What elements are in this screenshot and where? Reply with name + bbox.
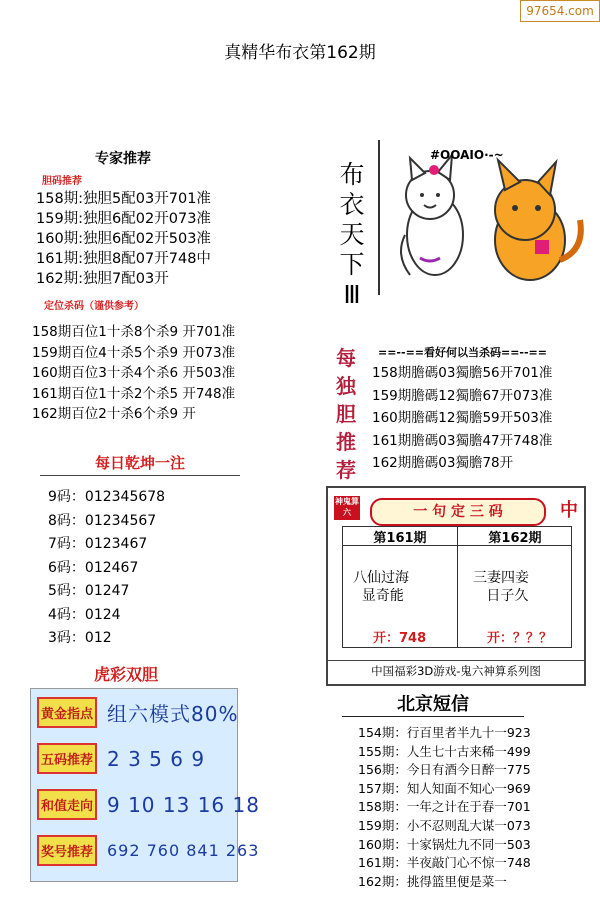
riddle-col2-head: 第162期 [457,527,572,546]
dan-line: 161期:独胆8配07开748中 [36,251,211,267]
daily-dan-char: 推 [336,430,356,454]
beijing-line: 159期：小不忍则乱大谋一073 [358,817,531,833]
riddle-banner: 一 句 定 三 码 [370,498,546,526]
daily-dan-list [372,362,552,475]
buyi-char: Ⅲ [343,280,361,309]
kill-line: 161期百位1十杀2个杀5 开748准 [32,385,236,402]
buyi-char: 衣 [339,190,365,219]
daily-dan-char: 荐 [336,458,356,482]
daily-dan-line: 158期膽碼03獨膽56开701准 [372,365,553,381]
riddle-corner-label: 神鬼算六 [334,496,360,520]
riddle-col1-result: 开：748 [373,631,427,646]
daily-dan-vertical [331,344,361,484]
riddle-mark: 中 [560,500,578,521]
kill-subheading: 定位杀码（谨供参考） [44,301,144,312]
riddle-col1-head: 第161期 [343,527,457,546]
daily-section [40,452,240,651]
beijing-line: 157期：知人知面不知心一969 [358,780,531,796]
daily-line: 9码：012345678 [48,489,166,505]
riddle-caption: 中国福彩3D游戏-鬼六神算系列图 [328,660,584,679]
beijing-line: 160期：十家锅灶九不同一503 [358,836,531,852]
beijing-line: 161期：半夜敲门心不惊一748 [358,855,531,871]
tiger-row [31,695,238,730]
beijing-heading: 北京短信 [397,694,469,715]
watermark: 97654.com [520,0,600,22]
riddle-col1-text: 八仙过海 显奇能 [353,570,409,604]
kill-line: 162期百位2十杀6个杀9 开 [32,406,196,422]
riddle-table [342,526,572,648]
tiger-row-value: 组六模式80% [107,702,239,726]
expert-heading: 专家推荐 [95,151,151,167]
riddle-panel [326,486,586,686]
buyi-char: 布 [339,160,365,189]
daily-line: 3码：012 [48,630,112,646]
kill-line: 158期百位1十杀8个杀9 开701准 [32,324,236,340]
tiger-row [31,833,259,868]
daily-list [48,486,240,651]
cat-illustration [380,140,592,295]
riddle-col2-text: 三妻四妾 日子久 [473,570,529,604]
dan-line: 160期:独胆6配02开503准 [36,231,211,247]
beijing-line: 154期：行百里者半九十一923 [358,725,531,740]
daily-dan-char: 胆 [336,402,356,426]
beijing-line: 156期：今日有酒今日醉一775 [358,762,531,778]
daily-dan-char: 每 [336,346,356,370]
daily-dan-char: 独 [336,374,356,398]
daily-line: 6码：012467 [48,559,139,576]
tiger-row-label: 和值走向 [37,789,97,820]
beijing-list [358,724,531,891]
kill-list [32,322,310,425]
daily-line: 8码：01234567 [48,512,157,529]
dan-line: 158期:独胆5配03开701准 [36,191,211,207]
beijing-line: 155期：人生七十古来稀一499 [358,743,531,759]
tiger-row-value: 2 3 5 6 9 [107,746,206,771]
beijing-heading-wrap [342,690,524,717]
beijing-line: 162期：挑得篮里便是菜一 [358,873,507,889]
daily-line: 5码：01247 [48,583,130,599]
tiger-panel [30,688,260,882]
tiger-row [31,741,205,776]
kill-line: 159期百位4十杀5个杀9 开073准 [32,344,236,361]
dan-list [36,189,310,289]
daily-dan-line: 159期膽碼12獨膽67开073准 [372,387,553,404]
tiger-row-label: 奖号推荐 [37,835,97,866]
tiger-row [31,787,260,822]
buyi-vertical [332,160,372,310]
daily-dan-line: 160期膽碼12獨膽59开503准 [372,410,553,426]
kill-line: 160期百位3十杀4个杀6 开503准 [32,365,236,381]
tiger-heading: 虎彩双胆 [94,665,159,684]
riddle-col2-result: 开：？？？ [487,631,553,646]
dan-line: 162期:独胆7配03开 [36,271,169,287]
daily-dan-header: ==--==看好何以当杀码==--== [378,346,547,359]
daily-line: 7码：0123467 [48,536,148,552]
page-title: 真精华布衣第162期 [224,43,376,63]
buyi-char: 下 [339,250,365,279]
beijing-line: 158期：一年之计在于春一701 [358,799,531,815]
tiger-row-label: 五码推荐 [37,743,97,774]
expert-section [30,148,310,425]
daily-dan-line: 161期膽碼03獨膽47开748准 [372,432,553,449]
tiger-row-label: 黄金指点 [37,697,97,728]
daily-dan-line: 162期膽碼03獨膽78开 [372,455,514,471]
daily-heading: 每日乾坤一注 [94,454,185,472]
buyi-char: 天 [339,220,365,249]
daily-line: 4码：0124 [48,606,121,623]
cartoon-text: #OOAIO·-~ [430,148,504,162]
tiger-row-value: 692 760 841 263 [107,841,260,860]
dan-subheading: 胆码推荐 [42,176,82,187]
tiger-row-value: 9 10 13 16 18 [107,792,260,817]
cartoon-panel [378,140,592,295]
dan-line: 159期:独胆6配02开073准 [36,211,211,227]
